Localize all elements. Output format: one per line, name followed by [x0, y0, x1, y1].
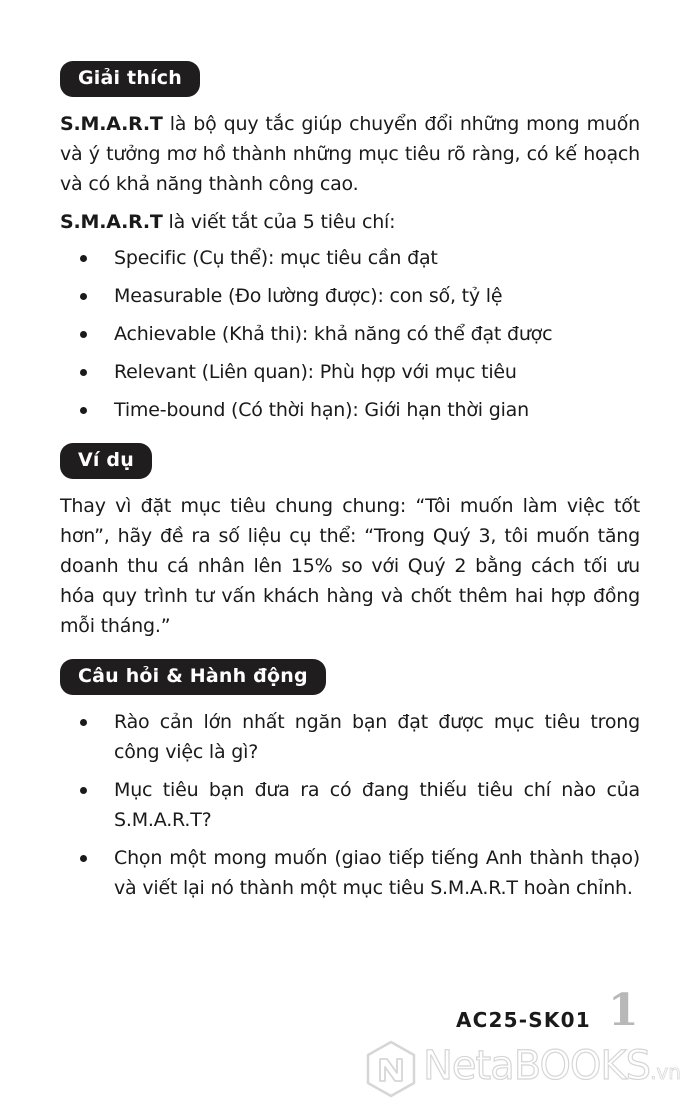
criteria-item-achievable — [60, 319, 640, 349]
bullet-icon — [80, 719, 87, 726]
netabooks-hexagon-logo-icon — [365, 1040, 417, 1098]
bullet-icon — [80, 855, 87, 862]
card-code: AC25-SK01 — [456, 1008, 591, 1032]
question-item-text: Mục tiêu bạn đưa ra có đang thiếu tiêu chí nào của S.M.A.R.T? — [114, 779, 640, 831]
criteria-item-text: Specific (Cụ thể): mục tiêu cần đạt — [114, 247, 438, 269]
bullet-icon — [80, 787, 87, 794]
bullet-icon — [80, 293, 87, 300]
criteria-item-text: Time-bound (Có thời hạn): Giới hạn thời gian — [114, 399, 529, 421]
example-text: Thay vì đặt mục tiêu chung chung: “Tôi muốn làm việc tốt hơn”, hãy đề ra số liệu cụ thể: “Trong Quý 3, tôi muốn tăng doanh thu cá nhân lên 15% so với Quý 2 bằng cách tối ưu hóa quy trình tư vấn khách hàng và chốt thêm hai hợp đồng mỗi tháng.” — [60, 495, 640, 637]
smart-term: S.M.A.R.T — [60, 211, 163, 233]
criteria-item-time-bound — [60, 395, 640, 425]
criteria-item-text: Achievable (Khả thi): khả năng có thể đạt được — [114, 323, 553, 345]
bullet-icon — [80, 369, 87, 376]
criteria-item-text: Relevant (Liên quan): Phù hợp với mục tiêu — [114, 361, 517, 383]
watermark-brand — [423, 1042, 681, 1096]
section-label-questions: Câu hỏi & Hành động — [60, 659, 326, 695]
criteria-item-text: Measurable (Đo lường được): con số, tỷ lệ — [114, 285, 503, 307]
watermark — [365, 1040, 695, 1098]
criteria-item-relevant — [60, 357, 640, 387]
question-item — [60, 707, 640, 767]
question-item-text: Rào cản lớn nhất ngăn bạn đạt được mục tiêu trong công việc là gì? — [114, 711, 640, 763]
bullet-icon — [80, 255, 87, 262]
explanation-intro — [60, 109, 640, 199]
watermark-suffix: .vn — [650, 1060, 681, 1084]
bullet-icon — [80, 407, 87, 414]
question-item — [60, 843, 640, 903]
question-item — [60, 775, 640, 835]
question-item-text: Chọn một mong muốn (giao tiếp tiếng Anh thành thạo) và viết lại nó thành một mục tiêu S.M.A.R.T hoàn chỉnh. — [114, 847, 640, 899]
section-label-example: Ví dụ — [60, 443, 152, 479]
footer — [440, 985, 660, 1036]
smart-term: S.M.A.R.T — [60, 113, 163, 135]
bullet-icon — [80, 331, 87, 338]
card-page — [60, 61, 640, 903]
criteria-intro — [60, 207, 640, 237]
criteria-list — [60, 243, 640, 425]
section-label-explanation: Giải thích — [60, 61, 200, 97]
criteria-item-specific — [60, 243, 640, 273]
explanation-intro-text: là bộ quy tắc giúp chuyển đổi những mong muốn và ý tưởng mơ hồ thành những mục tiêu rõ ràng, có kế hoạch và có khả năng thành công cao. — [60, 113, 640, 195]
section-explanation — [60, 61, 640, 425]
page-number: 1 — [608, 985, 639, 1036]
section-questions — [60, 659, 640, 903]
criteria-item-measurable — [60, 281, 640, 311]
questions-list — [60, 707, 640, 903]
criteria-intro-text: là viết tắt của 5 tiêu chí: — [162, 211, 396, 233]
watermark-brand-text: NetaBOOKS — [423, 1043, 651, 1089]
section-example — [60, 443, 640, 641]
